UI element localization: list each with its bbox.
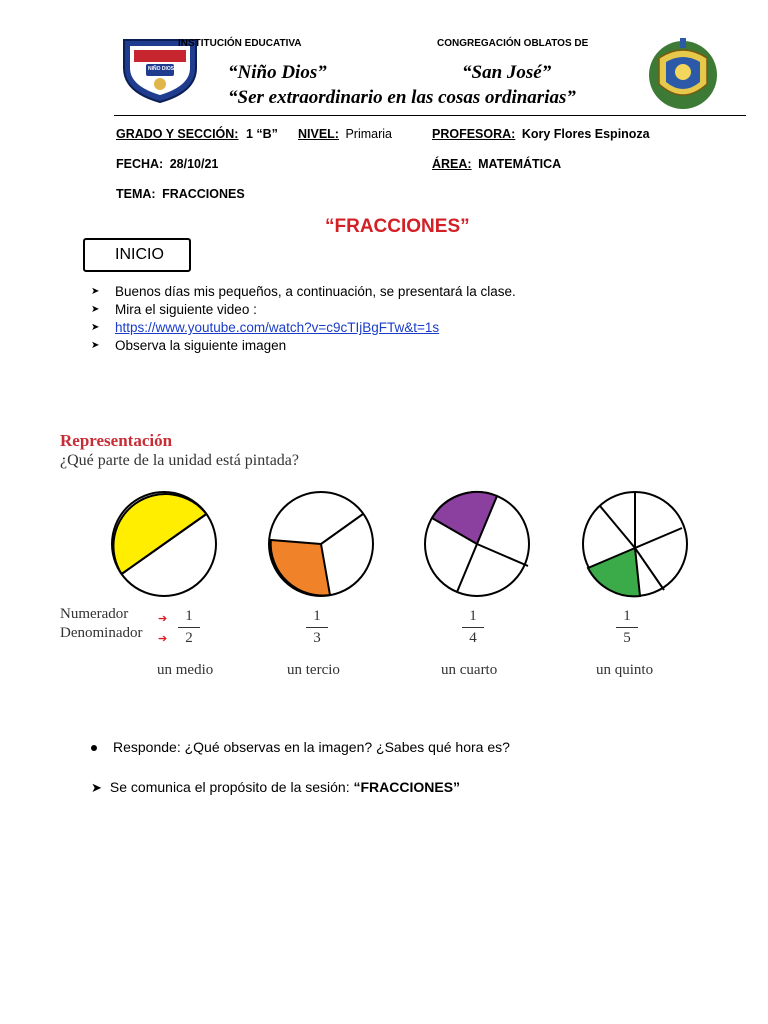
purpose-line: [91, 779, 460, 796]
circle-one-fifth: [583, 492, 687, 596]
topic-value: FRACCIONES: [162, 187, 245, 201]
fraction-name-quinto: un quinto: [596, 662, 654, 678]
motto: “Ser extraordinario en las cosas ordinarias”: [228, 87, 576, 108]
institution-label: INSTITUCIÓN EDUCATIVA: [178, 38, 302, 49]
numerator-label: Numerador: [60, 606, 129, 622]
school-name: “Niño Dios”: [228, 62, 327, 83]
inicio-label: INICIO: [115, 246, 164, 263]
level-row: [298, 127, 392, 141]
level-value: Primaria: [345, 127, 393, 141]
fraction-denominator: 2: [185, 630, 193, 646]
fraction-denominator: 4: [469, 630, 477, 646]
fraction-bar: [178, 627, 200, 628]
header-divider: [114, 115, 746, 116]
fraction-numerator: 1: [623, 608, 631, 624]
representation-title: Representación: [60, 431, 173, 450]
fraction-1-3: [306, 608, 328, 647]
fraction-circles: [0, 490, 768, 610]
date-row: [116, 157, 218, 171]
level-label: NIVEL:: [298, 127, 339, 141]
fraction-denominator: 5: [623, 630, 631, 646]
intro-list: [91, 283, 516, 355]
fraction-denominator: 3: [313, 630, 321, 646]
logo-left-text: NIÑO DIOS: [148, 66, 175, 72]
fraction-name-tercio: un tercio: [287, 662, 340, 678]
teacher-value: Kory Flores Espinoza: [521, 127, 650, 141]
inicio-box: [83, 238, 191, 272]
fraction-1-2: [178, 608, 200, 647]
congregation-label: CONGREGACIÓN OBLATOS DE: [437, 38, 589, 49]
numerator-arrow-icon: ➔: [158, 613, 168, 625]
representation-question: ¿Qué parte de la unidad está pintada?: [60, 452, 299, 469]
circle-one-quarter: [425, 492, 529, 596]
fraction-bar: [306, 627, 328, 628]
page-title: “FRACCIONES”: [325, 216, 470, 237]
area-label: ÁREA:: [432, 157, 472, 171]
fraction-1-5: [616, 608, 638, 647]
topic-row: [116, 187, 245, 201]
list-item: ➤ Mira el siguiente video :: [91, 302, 257, 317]
fraction-name-cuarto: un cuarto: [441, 662, 498, 678]
teacher-label: PROFESORA:: [432, 127, 516, 141]
teacher-row: [432, 127, 650, 141]
circle-one-third: [269, 492, 373, 596]
grade-label: GRADO Y SECCIÓN:: [116, 127, 239, 141]
denominator-arrow-icon: ➔: [158, 633, 168, 645]
fraction-numerator: 1: [469, 608, 477, 624]
purpose-bold: “FRACCIONES”: [353, 779, 461, 795]
purpose-prefix: Se comunica el propósito de la sesión:: [109, 779, 354, 795]
arrowhead-bullet-icon: ➤: [91, 322, 100, 333]
list-item: ➤ Buenos días mis pequeños, a continuación, se presentará la clase.: [91, 284, 516, 299]
circle-one-half: [112, 492, 216, 596]
fraction-name-medio: un medio: [157, 662, 214, 678]
date-label: FECHA:: [116, 157, 164, 171]
fraction-bar: [616, 627, 638, 628]
fraction-numerator: 1: [313, 608, 321, 624]
grade-value: 1 “B”: [245, 127, 278, 141]
video-link[interactable]: https://www.youtube.com/watch?v=c9cTIjBgFTw&t=1s: [115, 320, 440, 335]
arrowhead-bullet-icon: ➤: [91, 286, 100, 297]
saint-name: “San José”: [462, 62, 552, 83]
area-row: [432, 157, 561, 171]
denominator-label: Denominador: [60, 625, 143, 641]
list-item: [91, 319, 516, 337]
fraction-1-4: [462, 608, 484, 647]
arrowhead-bullet-icon: ➤: [91, 780, 102, 795]
area-value: MATEMÁTICA: [478, 157, 562, 171]
date-value: 28/10/21: [169, 157, 219, 171]
list-item: ➤ Observa la siguiente imagen: [91, 338, 287, 353]
respond-text: Responde: ¿Qué observas en la imagen? ¿Sabes qué hora es?: [113, 739, 510, 755]
school-logo-right: [644, 34, 722, 112]
fraction-bar: [462, 627, 484, 628]
respond-line: [91, 739, 510, 755]
shaded-third: [271, 540, 330, 596]
topic-label: TEMA:: [116, 187, 156, 201]
arrowhead-bullet-icon: ➤: [91, 340, 100, 351]
fraction-numerator: 1: [185, 608, 193, 624]
grade-row: [116, 127, 278, 141]
arrowhead-bullet-icon: ➤: [91, 304, 100, 315]
dot-bullet-icon: [91, 745, 97, 751]
